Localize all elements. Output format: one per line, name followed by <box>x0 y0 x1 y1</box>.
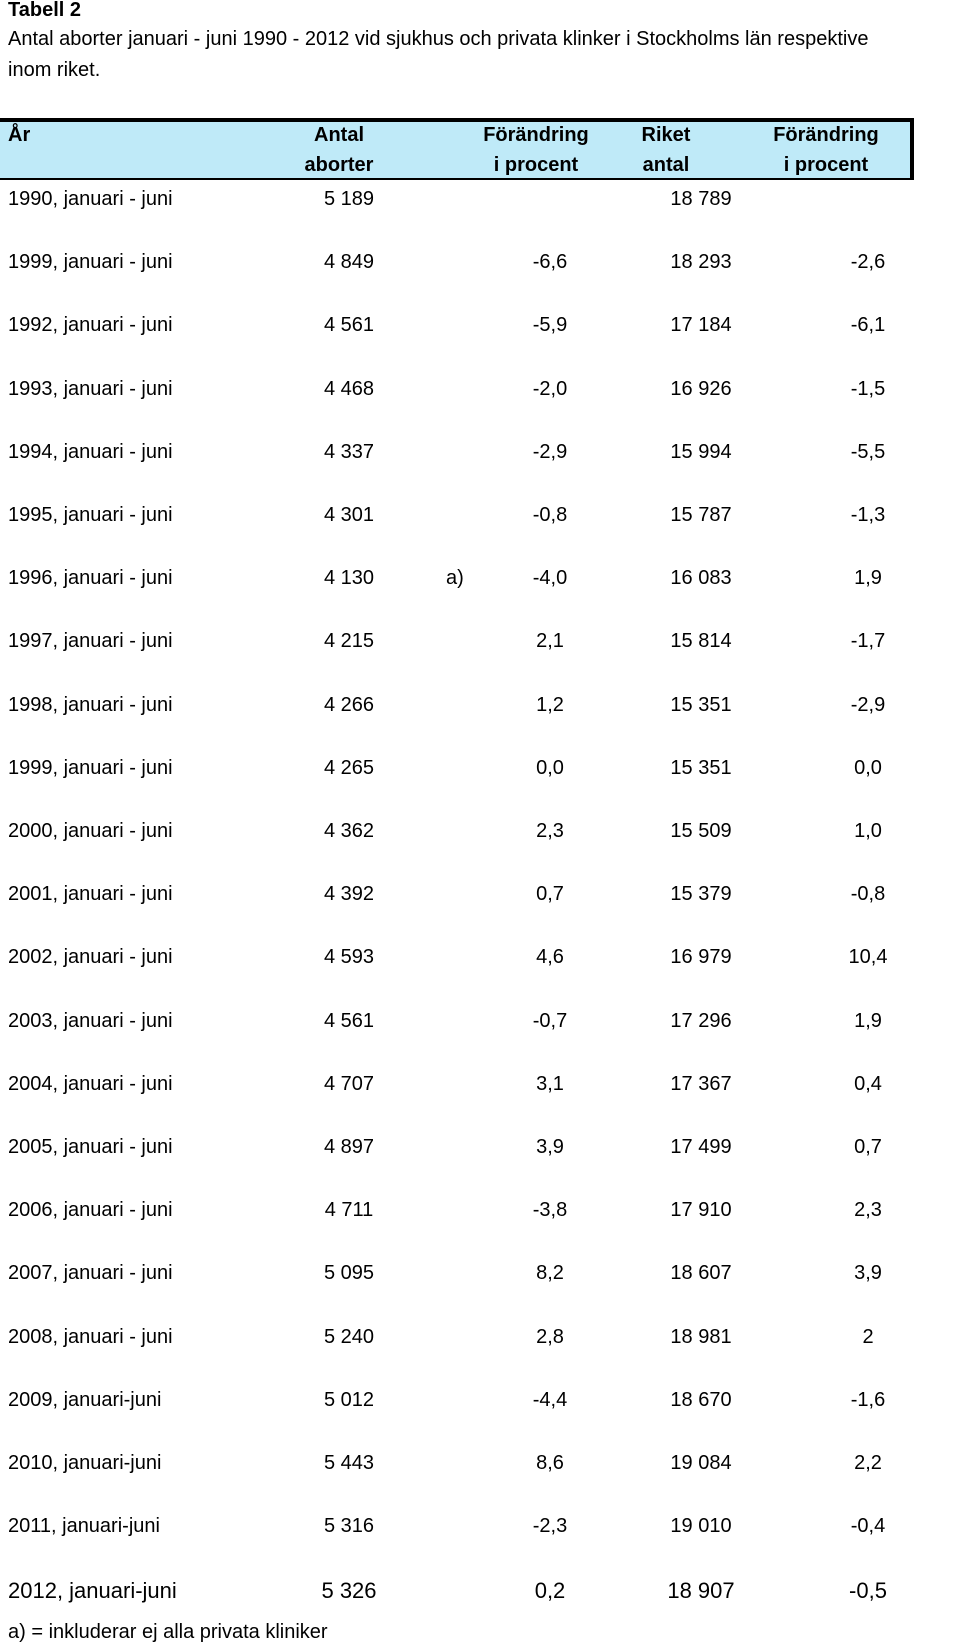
row-change: -6,6 <box>532 251 568 273</box>
table-row <box>0 437 914 467</box>
row-riket: 15 994 <box>670 441 732 463</box>
row-change: 8,2 <box>536 1262 564 1284</box>
row-year: 2010, januari-juni <box>8 1452 162 1474</box>
row-year: 1993, januari - juni <box>8 378 173 400</box>
table-row <box>0 1448 914 1478</box>
row-change: -0,7 <box>532 1010 568 1032</box>
row-antal: 4 711 <box>324 1199 374 1221</box>
table-row <box>0 1006 914 1036</box>
row-antal: 5 443 <box>323 1452 375 1474</box>
row-year: 1996, januari - juni <box>8 567 173 589</box>
row-change: 2,3 <box>536 820 564 842</box>
table-row <box>0 816 914 846</box>
table-row <box>0 247 914 277</box>
row-change: -4,4 <box>532 1389 568 1411</box>
row-riket-change: -0,4 <box>850 1515 886 1537</box>
row-year: 2001, januari - juni <box>8 883 173 905</box>
row-riket-change: 2 <box>862 1326 874 1348</box>
row-riket-change: -1,7 <box>850 630 886 652</box>
row-riket-change: -0,8 <box>850 883 886 905</box>
row-year: 2002, januari - juni <box>8 946 173 968</box>
header-riket-line1: Riket <box>641 124 691 146</box>
row-antal: 4 337 <box>323 441 375 463</box>
row-riket: 15 379 <box>670 883 732 905</box>
row-riket: 15 787 <box>670 504 732 526</box>
row-change: 0,7 <box>536 883 564 905</box>
header-year: År <box>8 124 31 146</box>
header-riket-change-line1: Förändring <box>773 124 879 146</box>
row-riket: 17 499 <box>670 1136 732 1158</box>
row-year: 2004, januari - juni <box>8 1073 173 1095</box>
row-riket: 17 184 <box>670 314 732 336</box>
row-year: 1990, januari - juni <box>8 188 173 210</box>
row-riket: 15 509 <box>670 820 732 842</box>
row-riket: 15 814 <box>670 630 732 652</box>
table-title: Tabell 2 <box>8 0 81 21</box>
row-antal: 4 266 <box>323 694 375 716</box>
table-row <box>0 942 914 972</box>
row-antal: 4 362 <box>323 820 375 842</box>
row-antal: 5 189 <box>323 188 375 210</box>
row-riket: 19 010 <box>670 1515 732 1537</box>
row-antal: 4 265 <box>323 757 375 779</box>
row-year: 2005, januari - juni <box>8 1136 173 1158</box>
row-riket-change: 3,9 <box>854 1262 882 1284</box>
row-riket-change: 1,9 <box>854 1010 882 1032</box>
row-year: 2008, januari - juni <box>8 1326 173 1348</box>
row-antal: 4 561 <box>323 1010 375 1032</box>
footnote: a) = inkluderar ej alla privata kliniker <box>8 1621 328 1643</box>
row-change: 1,2 <box>536 694 564 716</box>
row-antal: 4 301 <box>323 504 375 526</box>
row-riket-change: -5,5 <box>850 441 886 463</box>
row-change: -5,9 <box>532 314 568 336</box>
row-riket-change: 1,0 <box>854 820 882 842</box>
row-riket-change: -1,3 <box>850 504 886 526</box>
row-antal: 5 012 <box>323 1389 375 1411</box>
header-change-line2: i procent <box>493 154 579 176</box>
table-row <box>0 184 914 214</box>
table-row <box>0 1385 914 1415</box>
row-year: 2000, januari - juni <box>8 820 173 842</box>
row-riket-change: -6,1 <box>850 314 886 336</box>
table-row <box>0 1195 914 1225</box>
row-riket-change: 2,3 <box>854 1199 882 1221</box>
row-year: 2009, januari-juni <box>8 1389 162 1411</box>
row-antal: 4 468 <box>323 378 375 400</box>
row-year: 2003, januari - juni <box>8 1010 173 1032</box>
row-antal: 5 240 <box>323 1326 375 1348</box>
row-antal: 4 707 <box>323 1073 375 1095</box>
table-row <box>0 626 914 656</box>
table-row <box>0 374 914 404</box>
row-riket: 18 981 <box>670 1326 732 1348</box>
table-row <box>0 753 914 783</box>
row-riket: 16 083 <box>670 567 732 589</box>
row-year: 1998, januari - juni <box>8 694 173 716</box>
row-riket: 19 084 <box>670 1452 732 1474</box>
row-riket: 18 293 <box>670 251 732 273</box>
header-riket-line2: antal <box>642 154 690 176</box>
row-year: 2006, januari - juni <box>8 1199 173 1221</box>
row-year: 2012, januari-juni <box>8 1578 177 1603</box>
row-antal: 4 897 <box>323 1136 375 1158</box>
row-antal: 4 392 <box>323 883 375 905</box>
row-change: -4,0 <box>532 567 568 589</box>
row-riket: 17 296 <box>670 1010 732 1032</box>
row-riket-change: 0,7 <box>854 1136 882 1158</box>
row-change: 4,6 <box>536 946 564 968</box>
row-riket: 15 351 <box>670 757 732 779</box>
row-year: 1995, januari - juni <box>8 504 173 526</box>
table-row <box>0 1322 914 1352</box>
row-year: 1992, januari - juni <box>8 314 173 336</box>
table-row <box>0 310 914 340</box>
row-antal: 4 593 <box>323 946 375 968</box>
table-row <box>0 563 914 593</box>
row-antal: 4 849 <box>323 251 375 273</box>
row-change: -2,0 <box>532 378 568 400</box>
row-year: 1999, januari - juni <box>8 251 173 273</box>
row-year: 2007, januari - juni <box>8 1262 173 1284</box>
row-riket-change: 0,0 <box>854 757 882 779</box>
table-row <box>0 1258 914 1288</box>
table-row <box>0 1069 914 1099</box>
row-riket-change: 1,9 <box>854 567 882 589</box>
row-riket-change: -1,5 <box>850 378 886 400</box>
row-year: 1997, januari - juni <box>8 630 173 652</box>
table-row <box>0 500 914 530</box>
header-change-line1: Förändring <box>483 124 589 146</box>
row-riket-change: -2,6 <box>850 251 886 273</box>
row-riket: 18 789 <box>670 188 732 210</box>
row-change: -0,8 <box>532 504 568 526</box>
row-riket-change: -0,5 <box>849 1578 887 1603</box>
table-row <box>0 690 914 720</box>
row-change: 3,1 <box>536 1073 564 1095</box>
row-change: 8,6 <box>536 1452 564 1474</box>
row-antal: 5 316 <box>323 1515 375 1537</box>
row-riket: 15 351 <box>670 694 732 716</box>
table-row <box>0 879 914 909</box>
table-row <box>0 1511 914 1541</box>
row-riket-change: 10,4 <box>848 946 888 968</box>
row-riket: 18 670 <box>670 1389 732 1411</box>
row-riket-change: 0,4 <box>854 1073 882 1095</box>
row-riket-change: -1,6 <box>850 1389 886 1411</box>
row-riket: 17 367 <box>670 1073 732 1095</box>
table-row <box>0 1576 914 1606</box>
row-riket: 16 979 <box>670 946 732 968</box>
row-antal: 5 326 <box>321 1578 377 1603</box>
row-riket: 17 910 <box>670 1199 732 1221</box>
row-change: 0,2 <box>534 1578 566 1603</box>
row-riket: 18 607 <box>670 1262 732 1284</box>
row-antal: 4 130 <box>323 567 375 589</box>
row-antal: 4 561 <box>323 314 375 336</box>
row-change: 2,1 <box>536 630 564 652</box>
table-subtitle: Antal aborter januari - juni 1990 - 2012 vid sjukhus och privata klinker i Stockholms län respektive inom riket. <box>8 28 869 81</box>
row-year: 1999, januari - juni <box>8 757 173 779</box>
row-riket-change: 2,2 <box>854 1452 882 1474</box>
header-riket-change-line2: i procent <box>783 154 869 176</box>
row-riket: 18 907 <box>667 1578 735 1603</box>
row-change: 3,9 <box>536 1136 564 1158</box>
table-header <box>0 118 914 180</box>
header-antal-line2: aborter <box>304 154 374 176</box>
table-row <box>0 1132 914 1162</box>
row-antal: 5 095 <box>323 1262 375 1284</box>
row-change: 2,8 <box>536 1326 564 1348</box>
row-riket-change: -2,9 <box>850 694 886 716</box>
row-year: 2011, januari-juni <box>8 1515 160 1537</box>
row-riket: 16 926 <box>670 378 732 400</box>
row-antal: 4 215 <box>323 630 375 652</box>
row-change: -2,9 <box>532 441 568 463</box>
row-change: 0,0 <box>536 757 564 779</box>
row-change: -3,8 <box>532 1199 568 1221</box>
row-note: a) <box>446 567 464 589</box>
row-year: 1994, januari - juni <box>8 441 173 463</box>
row-change: -2,3 <box>532 1515 568 1537</box>
header-antal-line1: Antal <box>314 124 364 146</box>
